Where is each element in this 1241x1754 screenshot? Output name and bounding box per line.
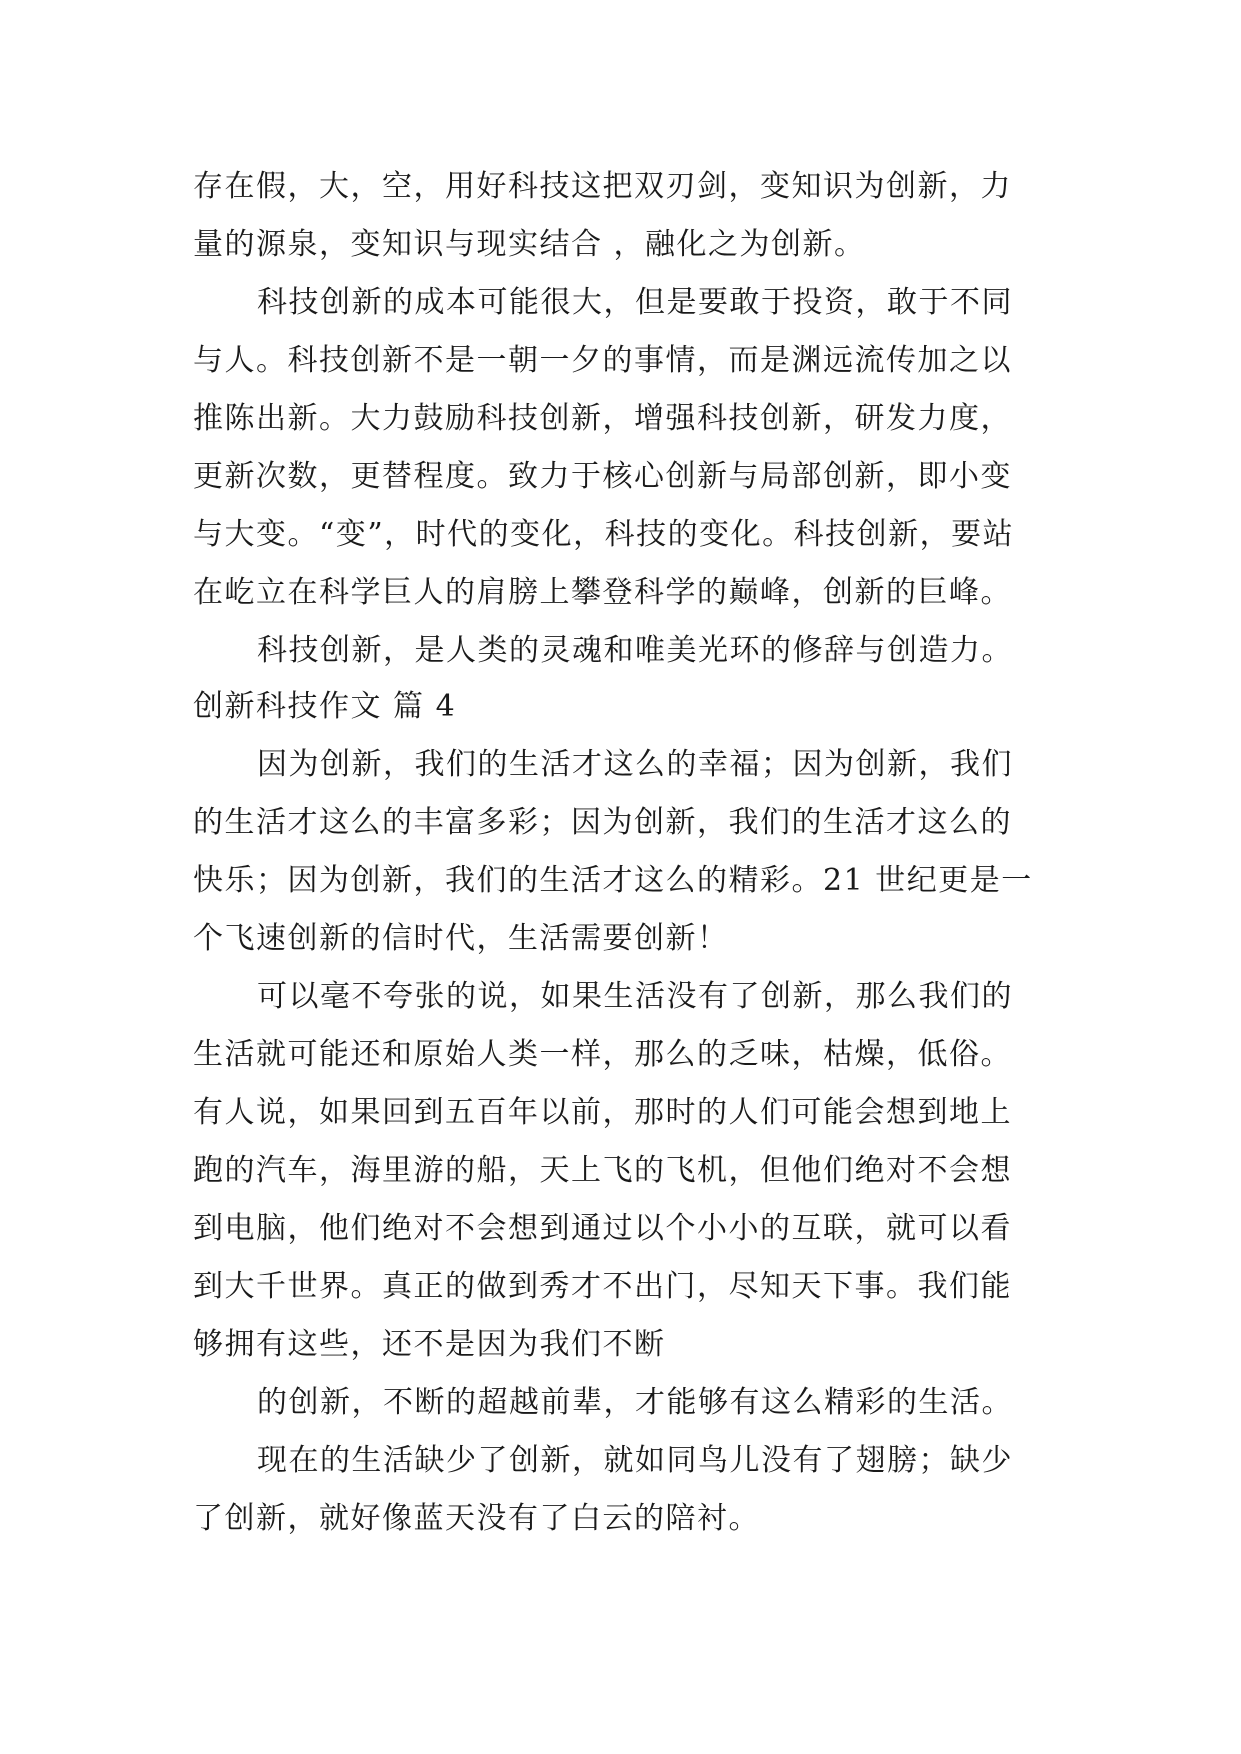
section-heading: 创新科技作文 篇 4 bbox=[193, 689, 457, 724]
paragraph-start-line: 因为创新，我们的生活才这么的幸福；因为创新，我们 bbox=[257, 747, 1013, 782]
paragraph-start-line: 可以毫不夸张的说，如果生活没有了创新，那么我们的 bbox=[257, 979, 1013, 1014]
text-line: 与人。科技创新不是一朝一夕的事情，而是渊远流传加之以 bbox=[193, 343, 1012, 378]
text-line: 更新次数，更替程度。致力于核心创新与局部创新，即小变 bbox=[193, 459, 1012, 494]
text-line: 有人说，如果回到五百年以前，那时的人们可能会想到地上 bbox=[193, 1095, 1012, 1130]
text-line: 快乐；因为创新，我们的生活才这么的精彩。21 世纪更是一 bbox=[193, 863, 1033, 898]
text-line: 量的源泉，变知识与现实结合 ，融化之为创新。 bbox=[193, 227, 866, 262]
text-line: 在屹立在科学巨人的肩膀上攀登科学的巅峰，创新的巨峰。 bbox=[193, 575, 1012, 610]
paragraph-start-line: 科技创新，是人类的灵魂和唯美光环的修辞与创造力。 bbox=[257, 633, 1013, 668]
text-line: 够拥有这些，还不是因为我们不断 bbox=[193, 1327, 666, 1362]
paragraph-start-line: 科技创新的成本可能很大，但是要敢于投资，敢于不同 bbox=[257, 285, 1013, 320]
text-line: 跑的汽车，海里游的船，天上飞的飞机，但他们绝对不会想 bbox=[193, 1153, 1012, 1188]
text-line: 到电脑，他们绝对不会想到通过以个小小的互联，就可以看 bbox=[193, 1211, 1012, 1246]
text-line: 的生活才这么的丰富多彩；因为创新，我们的生活才这么的 bbox=[193, 805, 1012, 840]
text-line: 了创新，就好像蓝天没有了白云的陪衬。 bbox=[193, 1501, 760, 1536]
text-line: 到大千世界。真正的做到秀才不出门，尽知天下事。我们能 bbox=[193, 1269, 1012, 1304]
text-line: 与大变。“变”，时代的变化，科技的变化。科技创新，要站 bbox=[193, 517, 1015, 552]
text-line: 个飞速创新的信时代，生活需要创新！ bbox=[193, 921, 729, 956]
text-line: 推陈出新。大力鼓励科技创新，增强科技创新，研发力度， bbox=[193, 401, 1012, 436]
text-line: 生活就可能还和原始人类一样，那么的乏味，枯燥，低俗。 bbox=[193, 1037, 1012, 1072]
paragraph-start-line: 现在的生活缺少了创新，就如同鸟儿没有了翅膀；缺少 bbox=[257, 1443, 1013, 1478]
text-line: 存在假，大，空，用好科技这把双刃剑，变知识为创新，力 bbox=[193, 169, 1012, 204]
paragraph-start-line: 的创新，不断的超越前辈，才能够有这么精彩的生活。 bbox=[257, 1385, 1013, 1420]
